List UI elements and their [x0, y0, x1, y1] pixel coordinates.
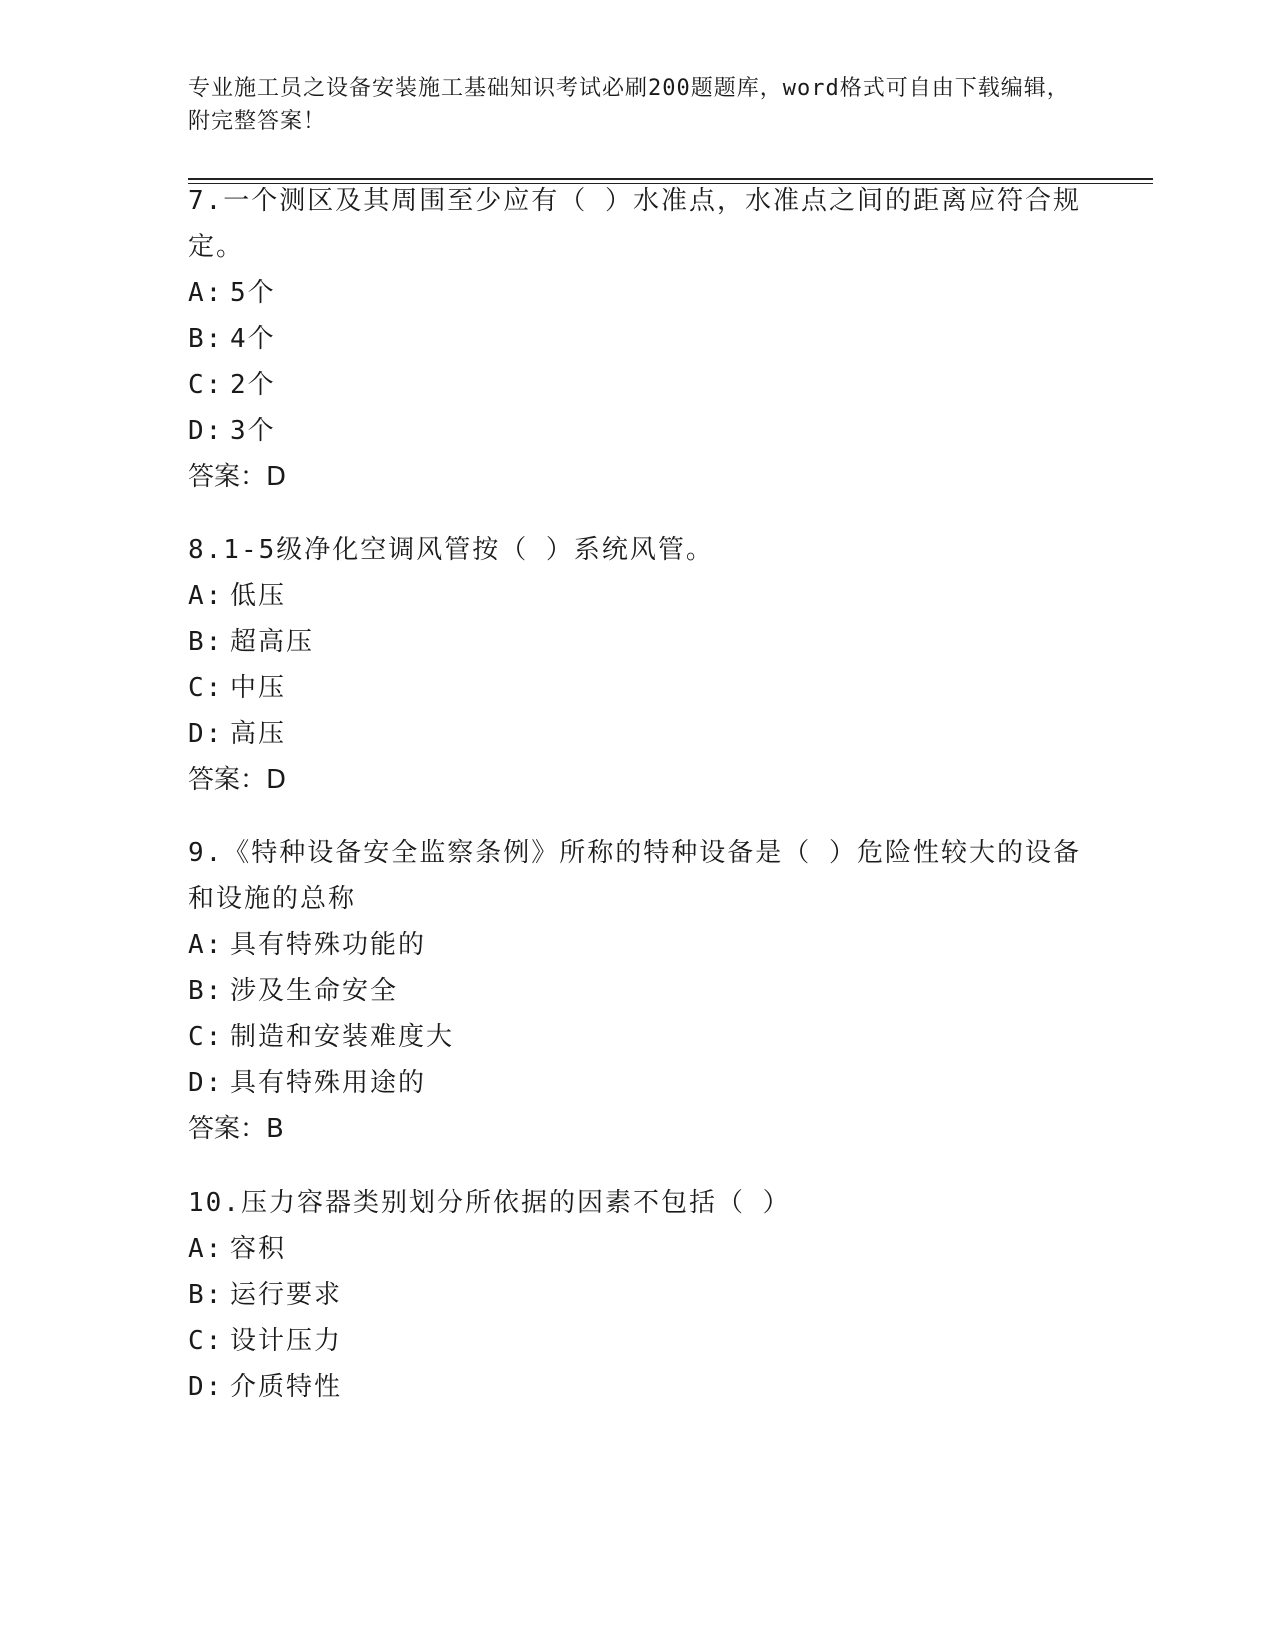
question-7 [188, 178, 1088, 500]
option-label: D: [188, 719, 224, 749]
option-d [188, 711, 1088, 757]
option-b [188, 968, 1088, 1014]
question-stem: 10.压力容器类别划分所依据的因素不包括（ ） [188, 1188, 791, 1218]
option-label: A: [188, 1234, 224, 1264]
option-label: C: [188, 1326, 224, 1356]
option-a [188, 922, 1088, 968]
question-8 [188, 527, 1088, 803]
option-text: 具有特殊用途的 [230, 1068, 427, 1098]
option-label: C: [188, 370, 224, 400]
option-text: 低压 [230, 581, 287, 611]
option-c [188, 362, 1088, 408]
document-header: 专业施工员之设备安装施工基础知识考试必刷200题题库，word格式可自由下载编辑，附完整答案！ [188, 76, 1070, 134]
option-label: D: [188, 1372, 224, 1402]
option-a [188, 573, 1088, 619]
option-label: C: [188, 1022, 224, 1052]
option-text: 具有特殊功能的 [230, 930, 427, 960]
option-text: 涉及生命安全 [230, 976, 399, 1006]
option-text: 介质特性 [230, 1372, 343, 1402]
option-label: C: [188, 673, 224, 703]
option-text: 5个 [230, 278, 276, 308]
question-stem: 9.《特种设备安全监察条例》所称的特种设备是（ ）危险性较大的设备和设施的总称 [188, 838, 1081, 914]
option-b [188, 619, 1088, 665]
option-label: B: [188, 976, 224, 1006]
option-a [188, 270, 1088, 316]
option-text: 2个 [230, 370, 276, 400]
option-d [188, 1060, 1088, 1106]
option-text: 制造和安装难度大 [230, 1022, 455, 1052]
answer-line: 答案：D [188, 462, 287, 492]
option-text: 运行要求 [230, 1280, 343, 1310]
option-text: 高压 [230, 719, 287, 749]
answer-line: 答案：D [188, 765, 287, 795]
option-label: B: [188, 1280, 224, 1310]
option-c [188, 665, 1088, 711]
option-label: B: [188, 324, 224, 354]
option-label: A: [188, 930, 224, 960]
option-b [188, 1272, 1088, 1318]
option-text: 超高压 [230, 627, 315, 657]
option-text: 中压 [230, 673, 287, 703]
option-a [188, 1226, 1088, 1272]
question-stem: 7.一个测区及其周围至少应有（ ）水准点，水准点之间的距离应符合规定。 [188, 186, 1081, 262]
option-d [188, 1364, 1088, 1410]
option-label: A: [188, 278, 224, 308]
question-stem: 8.1-5级净化空调风管按（ ）系统风管。 [188, 535, 714, 565]
option-label: B: [188, 627, 224, 657]
option-label: D: [188, 1068, 224, 1098]
option-label: A: [188, 581, 224, 611]
option-c [188, 1014, 1088, 1060]
option-text: 容积 [230, 1234, 287, 1264]
question-9 [188, 830, 1088, 1152]
option-text: 4个 [230, 324, 276, 354]
option-label: D: [188, 416, 224, 446]
option-text: 3个 [230, 416, 276, 446]
option-text: 设计压力 [230, 1326, 343, 1356]
option-b [188, 316, 1088, 362]
option-c [188, 1318, 1088, 1364]
option-d [188, 408, 1088, 454]
question-10 [188, 1180, 1088, 1410]
answer-line: 答案：B [188, 1114, 284, 1144]
